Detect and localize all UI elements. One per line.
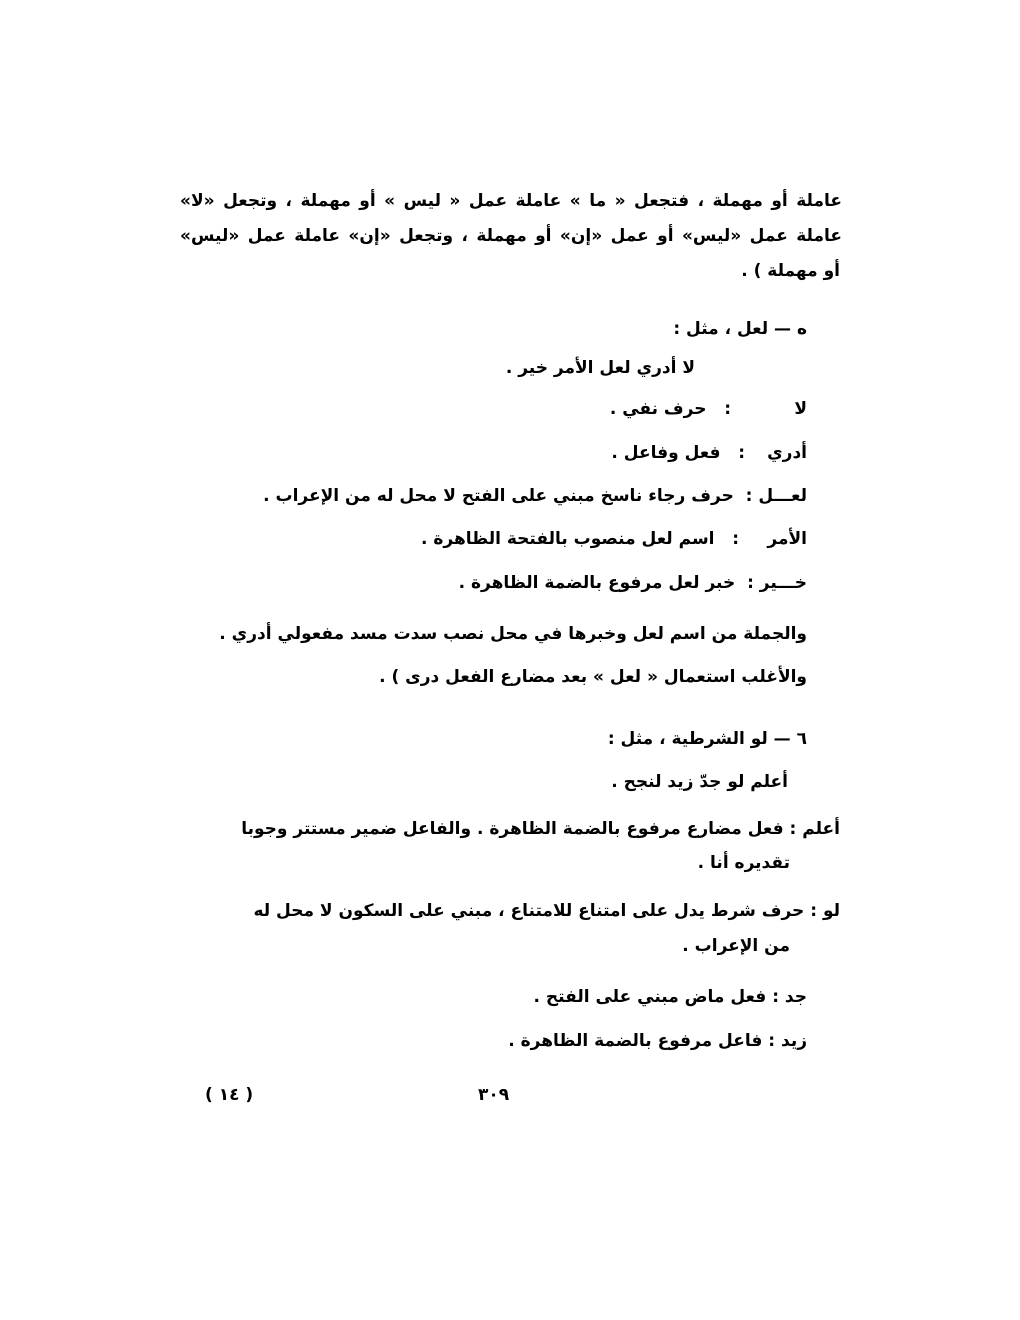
parse-term: أعلم xyxy=(802,819,840,839)
parse-sep: : xyxy=(789,819,797,839)
parse-term: لو xyxy=(822,901,840,921)
signature-mark: ( ١٤ ) xyxy=(205,1085,254,1105)
page-number: ٣٠٩ xyxy=(478,1085,510,1105)
parse-row-laalla xyxy=(263,485,807,507)
parse-sep: : xyxy=(772,987,779,1007)
parse-row-khayr xyxy=(459,572,807,594)
parse-desc: حرف نفي . xyxy=(609,399,707,419)
parse-sep: : xyxy=(738,443,746,463)
parse-term: خـــير xyxy=(759,573,807,593)
intro-line-2: عاملة عمل «ليس» أو عمل «إن» أو مهملة ، وتجعل «إن» عاملة عمل «ليس» xyxy=(180,226,842,246)
section-5-note-2: والأغلب استعمال « لعل » بعد مضارع الفعل درى ) . xyxy=(379,667,807,687)
parse-term: أدري xyxy=(767,443,807,463)
parse-sep: : xyxy=(745,486,753,506)
parse-sep: : xyxy=(810,901,818,921)
parse-row-la xyxy=(610,398,807,420)
parse-sep: : xyxy=(768,1031,776,1051)
parse-term: زيد xyxy=(781,1031,807,1051)
parse-row-jadda xyxy=(534,986,807,1008)
parse-row-alam-continued: تقديره أنا . xyxy=(697,853,790,873)
section-5-note-1: والجملة من اسم لعل وخبرها في محل نصب سدت مسد مفعولي أدري . xyxy=(219,624,807,644)
parse-desc: حرف رجاء ناسخ مبني على الفتح لا محل له من الإعراب . xyxy=(263,486,734,506)
parse-desc: خبر لعل مرفوع بالضمة الظاهرة . xyxy=(458,573,736,593)
parse-row-law-continued: من الإعراب . xyxy=(682,936,790,956)
parse-desc: فاعل مرفوع بالضمة الظاهرة . xyxy=(508,1031,763,1051)
parse-row-adri xyxy=(611,442,807,464)
parse-term: الأمر xyxy=(767,529,807,549)
parse-row-zayd xyxy=(508,1030,807,1052)
section-6-heading: ٦ — لو الشرطية ، مثل : xyxy=(607,729,807,749)
parse-row-alam xyxy=(241,818,840,840)
parse-sep: : xyxy=(747,573,754,593)
parse-sep: : xyxy=(724,399,732,419)
parse-desc: فعل ماض مبني على الفتح . xyxy=(533,987,767,1007)
parse-row-law xyxy=(253,900,840,922)
parse-desc: اسم لعل منصوب بالفتحة الظاهرة . xyxy=(421,529,715,549)
section-5-example: لا أدري لعل الأمر خير . xyxy=(505,358,695,378)
parse-row-alamr xyxy=(421,528,807,550)
intro-line-3: أو مهملة ) . xyxy=(741,261,840,281)
parse-sep: : xyxy=(732,529,740,549)
parse-term: جد xyxy=(784,987,807,1007)
intro-line-1: عاملة أو مهملة ، فتجعل « ما » عاملة عمل « ليس » أو مهملة ، وتجعل «لا» xyxy=(180,191,842,211)
section-6-example: أعلم لو جدّ زيد لنجح . xyxy=(611,772,788,792)
parse-term: لعـــل xyxy=(758,486,807,506)
parse-desc: فعل مضارع مرفوع بالضمة الظاهرة . والفاعل ضمير مستتر وجوبا xyxy=(241,819,784,839)
parse-desc: فعل وفاعل . xyxy=(611,443,721,463)
section-5-heading: ه — لعل ، مثل : xyxy=(673,319,807,339)
parse-term: لا xyxy=(794,399,807,419)
parse-desc: حرف شرط يدل على امتناع للامتناع ، مبني على السكون لا محل له xyxy=(253,901,805,921)
